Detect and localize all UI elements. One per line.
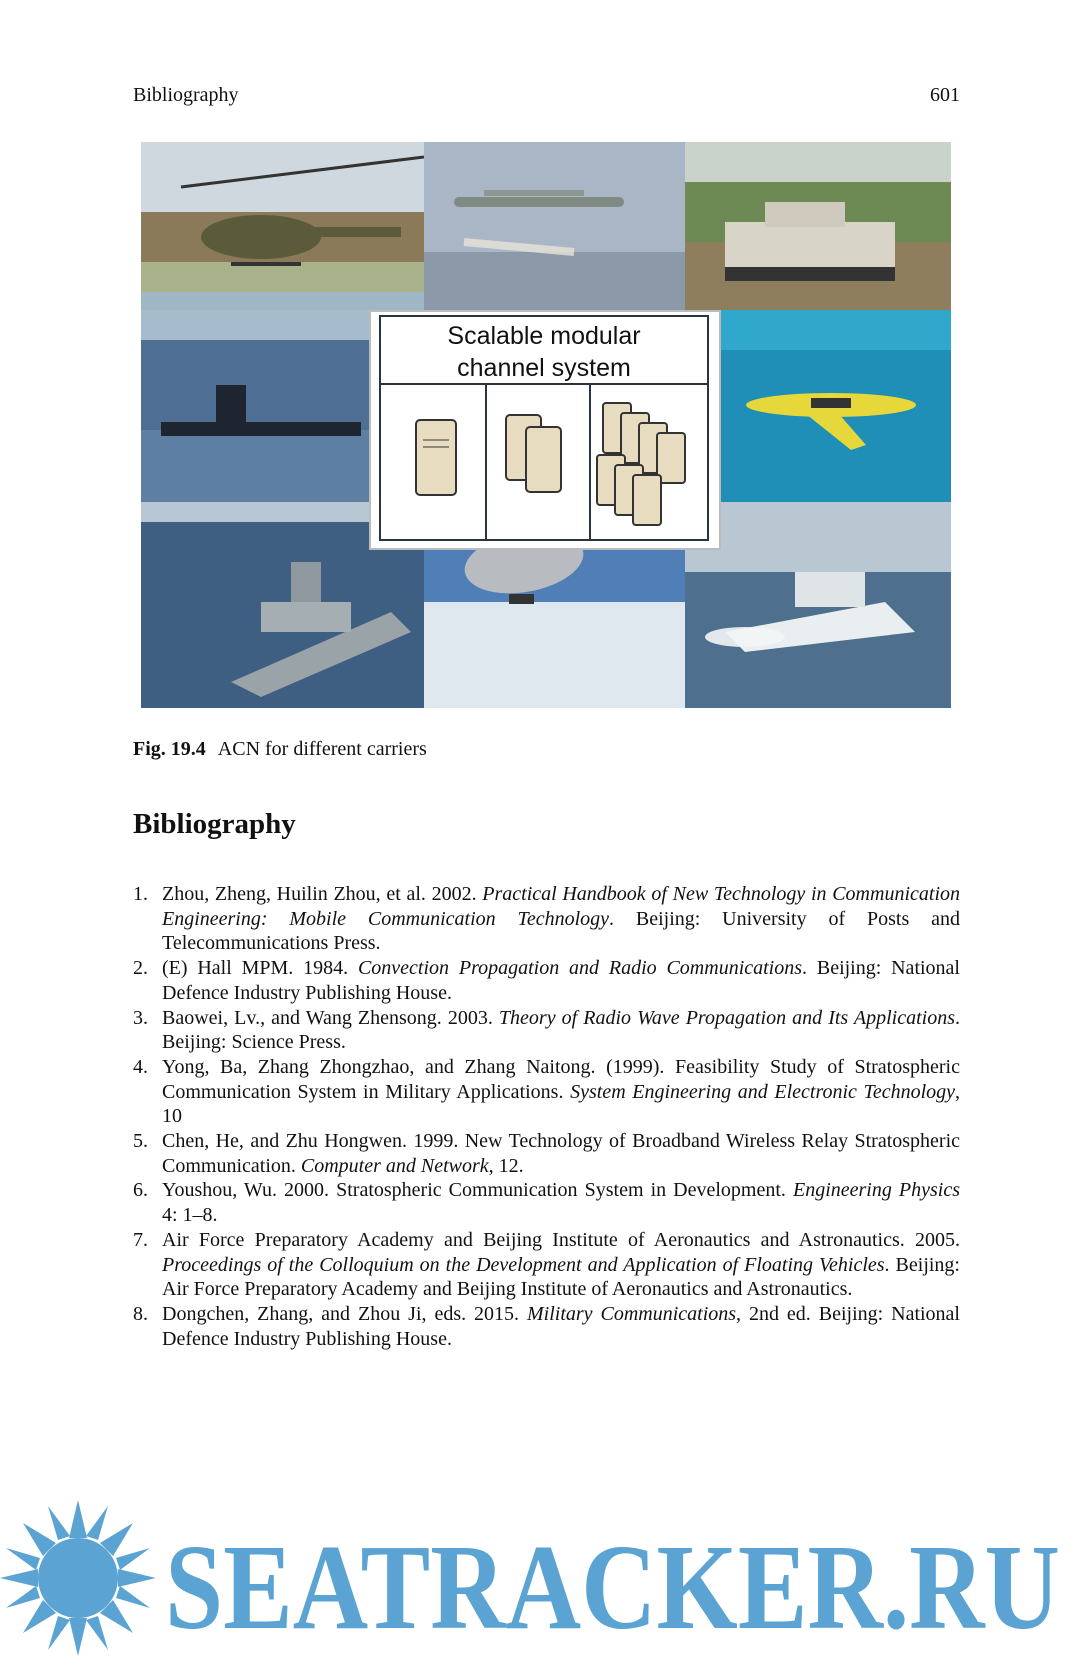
server-icon-single bbox=[416, 420, 456, 495]
reference-item: 4. Yong, Ba, Zhang Zhongzhao, and Zhang Naitong. (1999). Feasibility Study of Stratospheric Communication System in Military Applications. System Engineering and Electronic Technology, 10 bbox=[133, 1055, 961, 1128]
scalable-system-title bbox=[379, 315, 709, 385]
server-icon-cluster bbox=[597, 403, 685, 525]
armored-vehicle-image bbox=[685, 142, 951, 310]
server-grid bbox=[379, 385, 709, 541]
speedboat-image bbox=[685, 502, 951, 708]
scalable-system-title-line1: Scalable modular bbox=[447, 322, 641, 350]
reference-item: 5. Chen, He, and Zhu Hongwen. 1999. New Technology of Broadband Wireless Relay Stratospheric Communication. Computer and Network, 12. bbox=[133, 1130, 960, 1177]
underwater-glider-image bbox=[721, 310, 951, 502]
page-number: 601 bbox=[930, 84, 960, 106]
reference-list bbox=[133, 882, 960, 1351]
reference-item: 7. Air Force Preparatory Academy and Beijing Institute of Aeronautics and Astronautics. 2005. Proceedings of the Colloquium on the Development and Application of Floating Vehicles. Beijing: Air Force Preparatory Academy and Beijing Institute of Aeronautics and Astronautics. bbox=[133, 1228, 960, 1301]
reference-item: 8. Dongchen, Zhang, and Zhou Ji, eds. 2015. Military Communications, 2nd ed. Beijing: National Defence Industry Publishing House. bbox=[133, 1302, 960, 1350]
reference-item: 6. Youshou, Wu. 2000. Stratospheric Communication System in Development. Engineering Physics 4: 1–8. bbox=[133, 1179, 960, 1227]
caption-text: ACN for different carriers bbox=[217, 738, 427, 760]
watermark-text: SEATRACKER.RU bbox=[165, 1520, 1060, 1655]
caption-label: Fig. 19.4 bbox=[133, 738, 206, 760]
helicopter-image bbox=[141, 142, 424, 310]
submarine-image bbox=[141, 310, 369, 502]
server-icon-double bbox=[506, 415, 561, 492]
section-heading: Bibliography bbox=[133, 808, 296, 840]
reference-item: 2. (E) Hall MPM. 1984. Convection Propagation and Radio Communications. Beijing: National Defence Industry Publishing House. bbox=[133, 957, 960, 1004]
figure-acn-carriers bbox=[141, 142, 951, 708]
scalable-system-title-line2: channel system bbox=[457, 354, 631, 382]
running-title: Bibliography bbox=[133, 84, 239, 106]
reference-item: 3. Baowei, Lv., and Wang Zhensong. 2003. Theory of Radio Wave Propagation and Its Applications. Beijing: Science Press. bbox=[133, 1006, 960, 1054]
watermark bbox=[0, 1500, 1080, 1665]
sun-logo-icon bbox=[0, 1500, 156, 1656]
running-head bbox=[133, 84, 960, 107]
reference-item: 1. Zhou, Zheng, Huilin Zhou, et al. 2002. Practical Handbook of New Technology in Communication Engineering: Mobile Communication Technology. Beijing: University of Posts and Telecommunications Press. bbox=[133, 883, 960, 955]
scalable-system-panel bbox=[369, 310, 721, 550]
drone-image bbox=[424, 142, 685, 310]
figure-caption bbox=[133, 738, 427, 761]
